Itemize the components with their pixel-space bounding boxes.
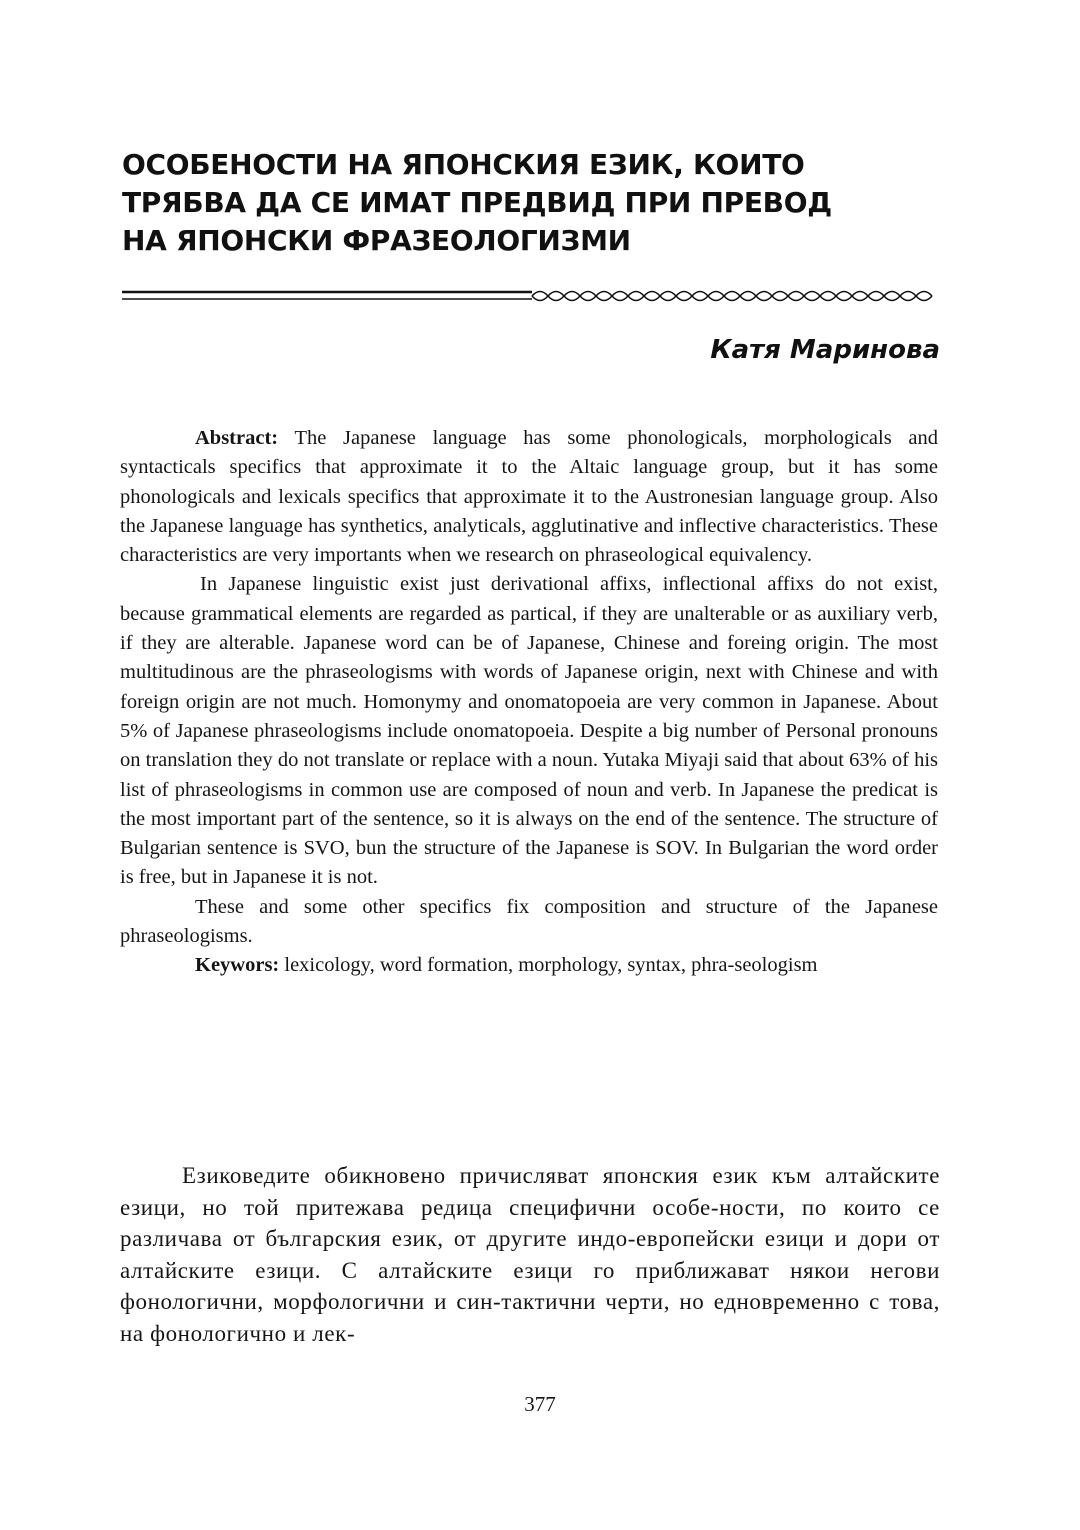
abstract-text-1: The Japanese language has some phonologicals, morphologicals and syntacticals specifics that approximate it to the Altaic language group, but it has some phonologicals and lexicals specifics that approximate it to the Austronesian language group. Also the Japanese language has synthetics, analyticals, agglutinative and inflective characteristics. These characteristics are very importants when we research on phraseological equivalency. [120, 427, 938, 567]
abstract-paragraph-3: These and some other specifics fix composition and structure of the Japanese phraseologisms. [120, 895, 938, 948]
abstract-paragraph-1 [120, 424, 938, 570]
keywords-label: Keywors: [195, 954, 280, 977]
article-title [122, 146, 882, 260]
title-line-1: ОСОБЕНОСТИ НА ЯПОНСКИЯ ЕЗИК, КОИТО [122, 148, 805, 181]
abstract-paragraph-2: In Japanese linguistic exist just derivational affixs, inflectional affixs do not exist, because grammatical elements are regarded as partical, if they are unalterable or as auxiliary verb, if they are alterable. Japanese word can be of Japanese, Chinese and foreing origin. The most multitudinous are the phraseologisms with words of Japanese origin, next with Chinese and with foreign origin are not much. Homonymy and onomatopoeia are very common in Japanese. About 5% of Japanese phraseologisms include onomatopoeia. Despite a big number of Personal pronouns on translation they do not translate or replace with a noun. Yutaka Miyaji said that about 63% of his list of phraseologisms in common use are composed of noun and verb. In Japanese the predicat is the most important part of the sentence, so it is always on the end of the sentence. The structure of Bulgarian sentence is SVO, bun the structure of the Japanese is SOV. In Bulgarian the word order is free, but in Japanese it is not. [120, 573, 938, 889]
abstract-section [120, 424, 938, 981]
page-number: 377 [524, 1392, 556, 1416]
abstract-label: Abstract: [195, 427, 279, 449]
keywords-text: lexicology, word formation, morphology, syntax, phra-seologism [284, 954, 818, 977]
title-line-3: НА ЯПОНСКИ ФРАЗЕОЛОГИЗМИ [122, 224, 631, 257]
author-name: Катя Маринова [710, 335, 940, 365]
title-line-2: ТРЯБВА ДА СЕ ИМАТ ПРЕДВИД ПРИ ПРЕВОД [122, 186, 832, 219]
main-body-text [120, 1160, 940, 1350]
keywords-paragraph [120, 951, 938, 980]
decorative-title-rule [122, 280, 944, 320]
body-paragraph-1: Езиковедите обикновено причисляват японския език към алтайските езици, но той притежава редица специфични особе-ности, по които се различава от българския език, от другите индо-европейски езици и дори от алтайските езици. С алтайските езици го приближават някои негови фонологични, морфологични и син-тактични черти, но едновременно с това, на фонологично и лек- [120, 1163, 940, 1346]
